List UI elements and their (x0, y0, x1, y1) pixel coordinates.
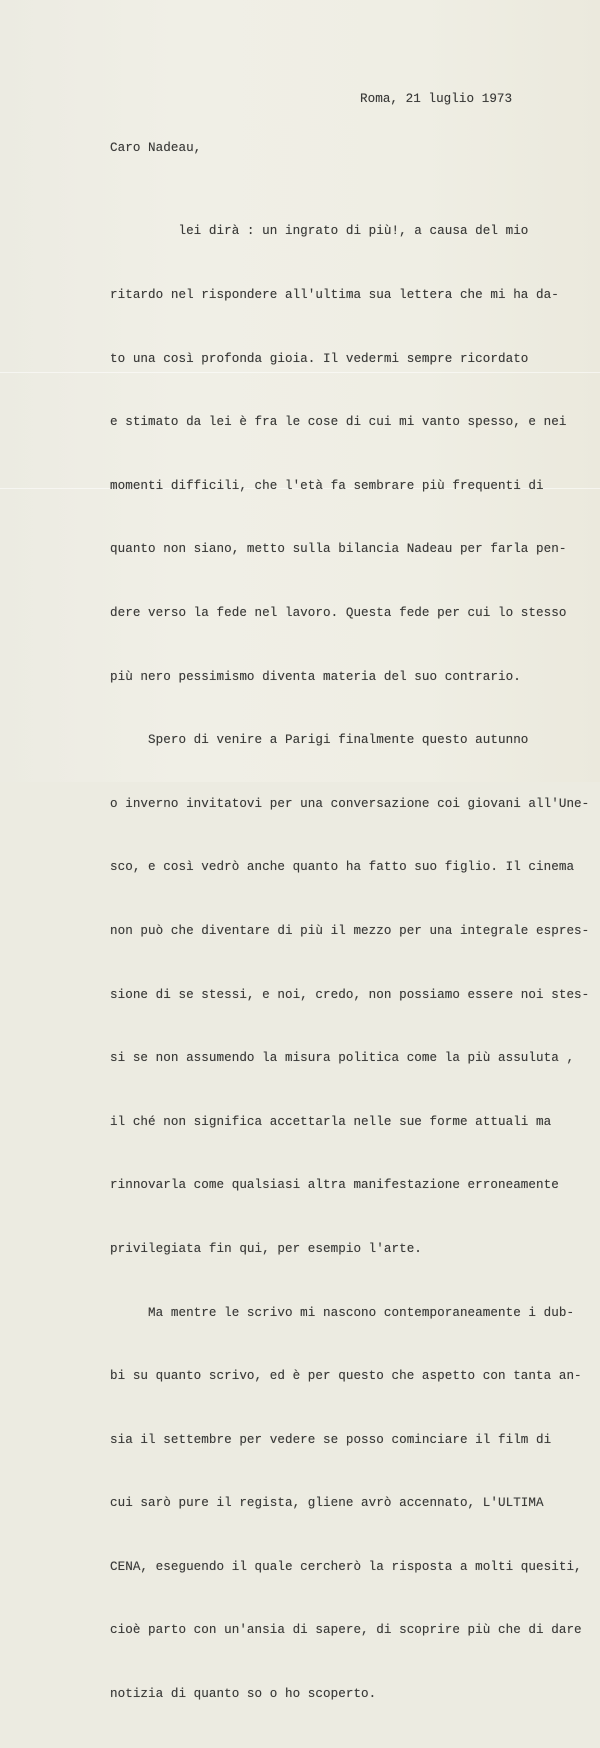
body-line: bi su quanto scrivo, ed è per questo che aspetto con tanta an- (110, 1369, 582, 1384)
body-line: dere verso la fede nel lavoro. Questa fede per cui lo stesso (110, 605, 567, 620)
body-line: più nero pessimismo diventa materia del suo contrario. (110, 669, 521, 684)
body-line: notizia di quanto so o ho scoperto. (110, 1687, 377, 1702)
body-line: sione di se stessi, e noi, credo, non possiamo essere noi stes- (110, 987, 590, 1002)
body-line: privilegiata fin qui, per esempio l'arte. (110, 1241, 422, 1256)
letter-body (110, 179, 589, 1748)
body-line: non può che diventare di più il mezzo per una integrale espres- (110, 923, 590, 938)
letter-dateline: Roma, 21 luglio 1973 (360, 92, 513, 106)
body-line: quanto non siano, metto sulla bilancia Nadeau per farla pen- (110, 542, 567, 557)
body-line: sco, e così vedrò anche quanto ha fatto suo figlio. Il cinema (110, 860, 575, 875)
letter-salutation: Caro Nadeau, (110, 141, 202, 155)
body-line: Ma mentre le scrivo mi nascono contemporaneamente i dub- (110, 1305, 575, 1320)
body-line: lei dirà : un ingrato di più!, a causa del mio (110, 224, 529, 239)
body-line: momenti difficili, che l'età fa sembrare più frequenti di (110, 478, 544, 493)
body-line: il ché non significa accettarla nelle sue forme attuali ma (110, 1114, 552, 1129)
body-line: cui sarò pure il regista, gliene avrò accennato, L'ULTIMA (110, 1496, 544, 1511)
body-line: ritardo nel rispondere all'ultima sua lettera che mi ha da- (110, 288, 559, 302)
body-line: CENA, eseguendo il quale cercherò la risposta a molti quesiti, (110, 1559, 582, 1574)
body-line: Spero di venire a Parigi finalmente questo autunno (110, 733, 529, 748)
body-line: rinnovarla come qualsiasi altra manifestazione erroneamente (110, 1178, 559, 1193)
body-line: o inverno invitatovi per una conversazione coi giovani all'Une- (110, 796, 590, 811)
body-line: to una così profonda gioia. Il vedermi sempre ricordato (110, 351, 529, 366)
body-line: e stimato da lei è fra le cose di cui mi vanto spesso, e nei (110, 415, 567, 430)
body-line: si se non assumendo la misura politica come la più assuluta , (110, 1051, 575, 1066)
body-line: cioè parto con un'ansia di sapere, di scoprire più che di dare (110, 1623, 582, 1638)
body-line: sia il settembre per vedere se posso cominciare il film di (110, 1432, 552, 1447)
